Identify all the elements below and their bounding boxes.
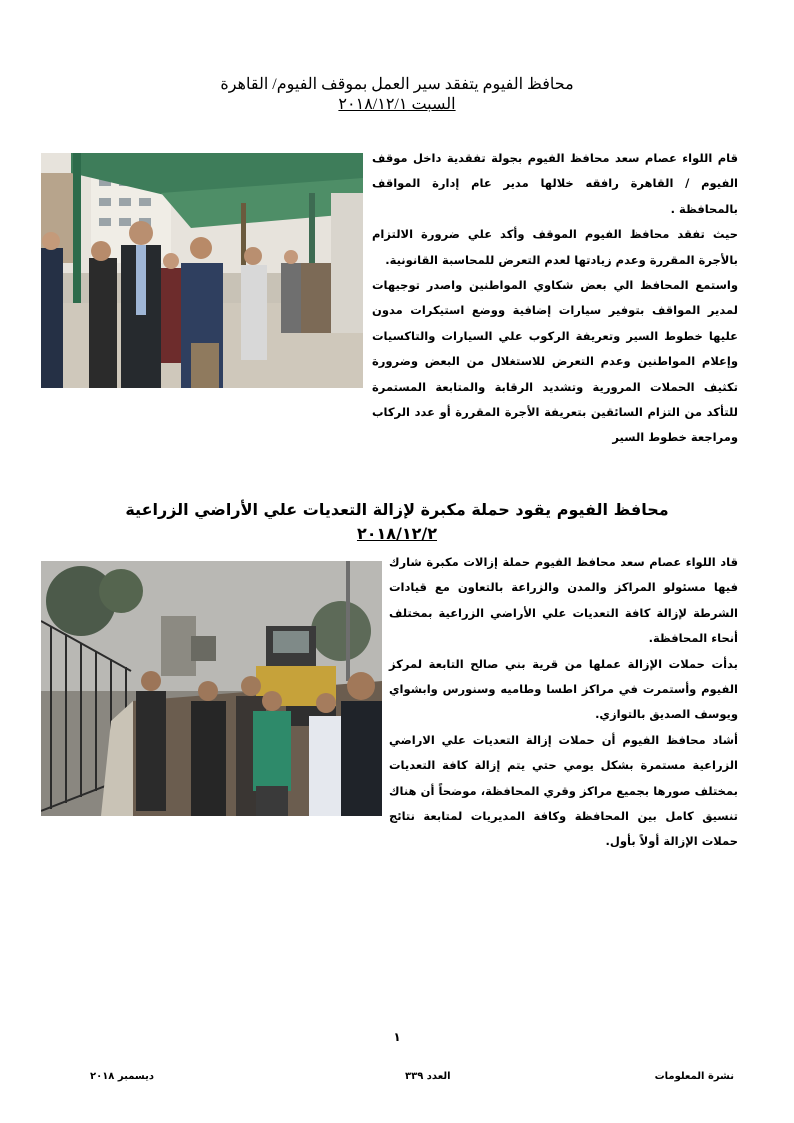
article1-photo-image xyxy=(41,153,363,388)
article1-body xyxy=(372,146,738,451)
page-number: ١ xyxy=(393,1030,401,1044)
article1-date-text: السبت ٢٠١٨/١٢/١ xyxy=(338,96,456,113)
article2-paragraph: أشاد محافظ الفيوم أن حملات إزالة التعديات علي الاراضي الزراعية مستمرة بشكل يومي حتي يتم إزالة كافة التعديات بمختلف صورها بجميع مراكز وقري المحافظة، موضحاً أن هناك تنسيق كامل بين المحافظة وكافة المديريات لمتابعة نتائج حملات الإزالة أولاً بأول. xyxy=(389,732,738,849)
article1-paragraph: قام اللواء عصام سعد محافظ الفيوم بجولة تفقدية داخل موقف الفيوم / القاهرة رافقه خلالها مدير عام إدارة المواقف بالمحافظة . xyxy=(372,151,738,216)
footer-date: ديسمبر ٢٠١٨ xyxy=(90,1071,154,1082)
article2-paragraph: قاد اللواء عصام سعد محافظ الفيوم حملة إزالات مكبرة شارك فيها مسئولو المراكز والمدن والزراعة بالتعاون مع قيادات الشرطة لإزالة كافة التعديات علي الأراضي الزراعية بمختلف أنحاء المحافظة. xyxy=(389,555,738,646)
article2-photo-image xyxy=(41,561,382,816)
article1-paragraph: حيث تفقد محافظ الفيوم الموقف وأكد علي ضرورة الالتزام بالأجرة المقررة وعدم زيادتها لعدم التعرض للمحاسبة القانونية. xyxy=(372,227,738,267)
article2-title: محافظ الفيوم يقود حملة مكبرة لإزالة التعديات علي الأراضي الزراعية xyxy=(125,500,669,519)
article2-photo xyxy=(41,561,382,816)
article2-body xyxy=(389,550,738,855)
article2-date-text: ٢٠١٨/١٢/٢ xyxy=(356,524,438,543)
article1-paragraph: واستمع المحافظ الي بعض شكاوي المواطنين واصدر توجيهات لمدير المواقف بتوفير سيارات إضافية ووضع استيكرات مدون عليها خطوط السير وتعريفة الركوب علي السيارات والتاكسيات وإعلام المواطنين وعدم التعرض للاستغلال من البعض وضرورة تكثيف الحملات المرورية وتشديد الرقابة والمتابعة المستمرة للتأكد من التزام السائقين بتعريفة الأجرة المقررة أو عدد الركاب ومراجعة خطوط السير xyxy=(372,278,738,445)
article1-title: محافظ الفيوم يتفقد سير العمل بموقف الفيوم/ القاهرة xyxy=(220,76,574,93)
article1-date xyxy=(0,94,794,114)
article2-paragraph: بدأت حملات الإزالة عملها من قرية بني صالح التابعة لمركز الفيوم وأستمرت في مراكز اطسا وطاميه وسنورس وابشواي ويوسف الصديق بالتوازي. xyxy=(389,656,738,722)
article2-date xyxy=(0,524,794,543)
footer-issue: العدد ٣٣٩ xyxy=(405,1071,451,1082)
article1-photo xyxy=(41,153,363,388)
footer-publication: نشرة المعلومات xyxy=(654,1071,734,1082)
